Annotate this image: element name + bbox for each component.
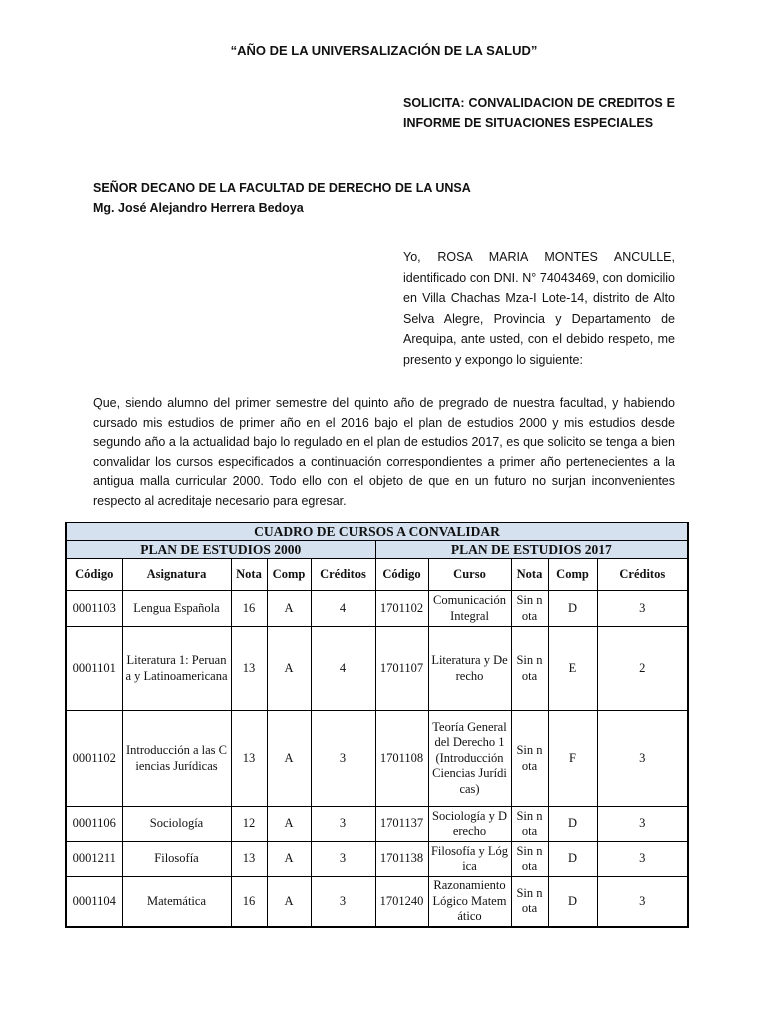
grade-2000-cell: 13 [231,711,267,807]
code-2017-cell: 1701107 [375,627,428,711]
course-2017-cell: Literatura y Derecho [428,627,511,711]
credits-2000-cell: 3 [311,842,375,877]
course-2000-cell: Lengua Española [122,591,231,627]
comp-2000-cell: A [267,627,311,711]
column-header: Curso [428,559,511,591]
comp-2017-cell: D [548,877,597,927]
comp-2017-cell: D [548,807,597,842]
credits-2000-cell: 3 [311,807,375,842]
credits-2017-cell: 3 [597,842,688,877]
column-header: Código [375,559,428,591]
table-row [66,627,688,711]
request-line-1: SOLICITA: CONVALIDACION DE CREDITOS E [403,96,675,110]
column-header: Código [66,559,122,591]
addressee-block [93,178,693,218]
code-2000-cell: 0001211 [66,842,122,877]
code-2000-cell: 0001101 [66,627,122,711]
course-2000-cell: Sociología [122,807,231,842]
column-header: Comp [267,559,311,591]
code-2017-cell: 1701108 [375,711,428,807]
credits-2017-cell: 3 [597,877,688,927]
comp-2000-cell: A [267,807,311,842]
grade-2017-cell: Sin nota [511,627,548,711]
course-2017-cell: Sociología y Derecho [428,807,511,842]
column-header: Nota [511,559,548,591]
grade-2017-cell: Sin nota [511,807,548,842]
grade-2000-cell: 16 [231,591,267,627]
course-2017-cell: Teoría General del Derecho 1 (Introducción Ciencias Jurídicas) [428,711,511,807]
course-2000-cell: Matemática [122,877,231,927]
course-2017-cell: Filosofía y Lógica [428,842,511,877]
table-row [66,807,688,842]
comp-2017-cell: E [548,627,597,711]
code-2000-cell: 0001106 [66,807,122,842]
grade-2017-cell: Sin nota [511,842,548,877]
document-header-title: “AÑO DE LA UNIVERSALIZACIÓN DE LA SALUD” [230,43,538,58]
grade-2017-cell: Sin nota [511,591,548,627]
plan-2000-header: PLAN DE ESTUDIOS 2000 [66,541,375,559]
course-2017-cell: Comunicación Integral [428,591,511,627]
course-2000-cell: Filosofía [122,842,231,877]
grade-2017-cell: Sin nota [511,877,548,927]
comp-2000-cell: A [267,842,311,877]
column-header: Créditos [311,559,375,591]
credits-2000-cell: 3 [311,877,375,927]
comp-2017-cell: D [548,591,597,627]
grade-2017-cell: Sin nota [511,711,548,807]
table-row [66,877,688,927]
code-2017-cell: 1701102 [375,591,428,627]
addressee-line-1: SEÑOR DECANO DE LA FACULTAD DE DERECHO DE LA UNSA [93,181,471,195]
table-row [66,711,688,807]
comp-2000-cell: A [267,711,311,807]
grade-2000-cell: 12 [231,807,267,842]
request-subject [403,93,675,133]
code-2000-cell: 0001103 [66,591,122,627]
column-header: Asignatura [122,559,231,591]
code-2017-cell: 1701138 [375,842,428,877]
credits-2000-cell: 4 [311,591,375,627]
code-2000-cell: 0001104 [66,877,122,927]
grade-2000-cell: 13 [231,627,267,711]
course-2000-cell: Literatura 1: Peruana y Latinoamericana [122,627,231,711]
course-2017-cell: Razonamiento Lógico Matemático [428,877,511,927]
addressee-line-2: Mg. José Alejandro Herrera Bedoya [93,201,304,215]
comp-2017-cell: F [548,711,597,807]
comp-2000-cell: A [267,877,311,927]
course-2000-cell: Introducción a las Ciencias Jurídicas [122,711,231,807]
column-header: Nota [231,559,267,591]
column-header: Comp [548,559,597,591]
comp-2000-cell: A [267,591,311,627]
credits-2017-cell: 3 [597,591,688,627]
table-row [66,842,688,877]
credits-2000-cell: 4 [311,627,375,711]
grade-2000-cell: 16 [231,877,267,927]
request-line-2: INFORME DE SITUACIONES ESPECIALES [403,116,654,130]
code-2000-cell: 0001102 [66,711,122,807]
plan-2017-header: PLAN DE ESTUDIOS 2017 [375,541,688,559]
courses-table [65,522,689,928]
code-2017-cell: 1701137 [375,807,428,842]
grade-2000-cell: 13 [231,842,267,877]
intro-paragraph: Yo, ROSA MARIA MONTES ANCULLE, identificado con DNI. N° 74043469, con domicilio en Villa Chachas Mza-I Lote-14, distrito de Alto Selva Alegre, Provincia y Departamento de Arequipa, ante usted, con el debido respeto, me presento y expongo lo siguiente: [403,250,675,367]
credits-2017-cell: 2 [597,627,688,711]
credits-2000-cell: 3 [311,711,375,807]
code-2017-cell: 1701240 [375,877,428,927]
table-row [66,591,688,627]
credits-2017-cell: 3 [597,807,688,842]
table-title: CUADRO DE CURSOS A CONVALIDAR [66,523,688,541]
comp-2017-cell: D [548,842,597,877]
credits-2017-cell: 3 [597,711,688,807]
body-paragraph: Que, siendo alumno del primer semestre del quinto año de pregrado de nuestra facultad, y habiendo cursado mis estudios de primer año en el 2016 bajo el plan de estudios 2000 y mis estudios desde segundo año a la actualidad bajo lo regulado en el plan de estudios 2017, es que solicito se tenga a bien convalidar los cursos especificados a continuación correspondientes a primer año pertenecientes a la antigua malla curricular 2000. Todo ello con el objeto de que en un futuro no surjan inconvenientes respecto al acreditaje necesario para egresar. [93,396,675,508]
column-header: Créditos [597,559,688,591]
